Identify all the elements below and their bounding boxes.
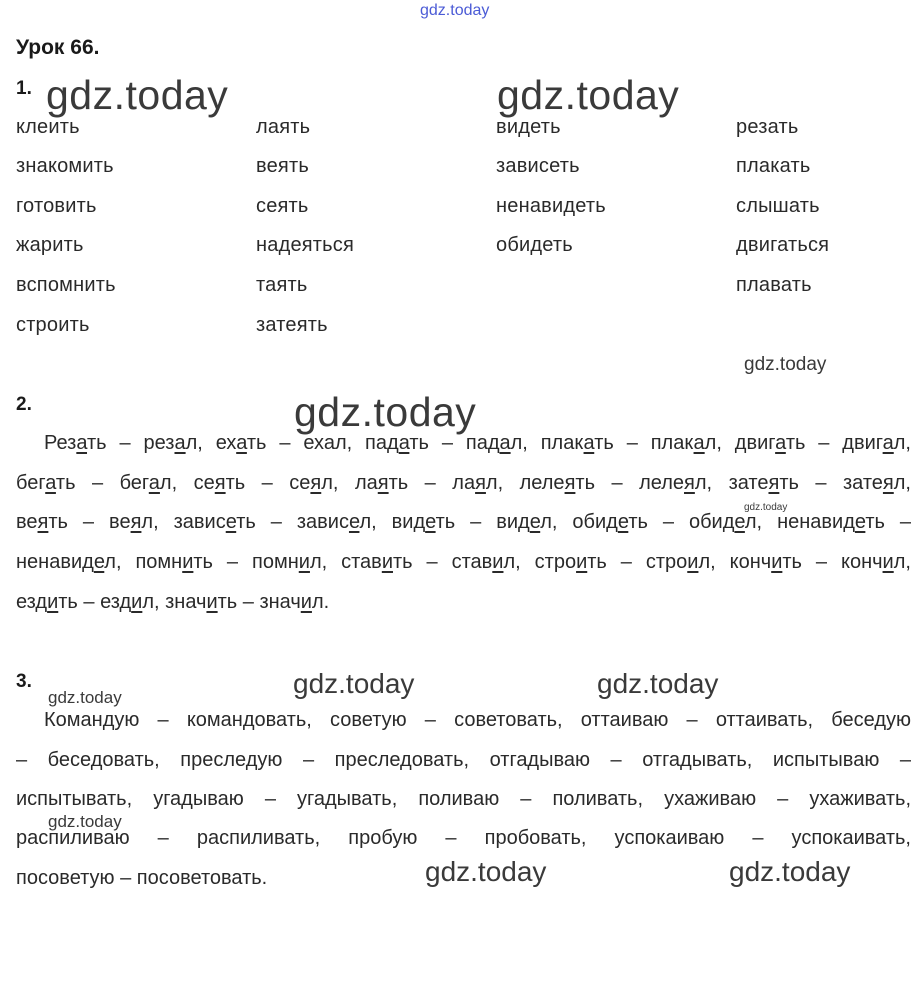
verb-word: зависеть — [496, 155, 580, 177]
underlined-letter: я — [684, 472, 695, 494]
text-segment: ненавид — [16, 551, 94, 573]
text-segment: л, завис — [141, 511, 226, 533]
text-segment: л, зате — [694, 472, 769, 494]
underlined-letter: а — [499, 432, 511, 454]
verb-word: вспомнить — [16, 274, 116, 296]
text-segment: л, — [893, 472, 911, 494]
underlined-letter: я — [564, 472, 576, 494]
exercise-3-line: Командую – командовать, советую – советовать, оттаиваю – оттаивать, беседую — [44, 709, 911, 731]
text-segment: л, ла — [321, 472, 378, 494]
underlined-letter: я — [310, 472, 322, 494]
underlined-letter: а — [174, 432, 186, 454]
text-segment: ть – рез — [87, 432, 175, 454]
text-segment: л, ех — [185, 432, 237, 454]
underlined-letter: я — [37, 511, 49, 533]
text-segment: ть – ве — [48, 511, 131, 533]
exercise-2-line — [16, 472, 911, 495]
exercise-2-line — [16, 591, 329, 614]
underlined-letter: е — [93, 551, 105, 573]
verb-word: веять — [256, 155, 309, 177]
watermark-3: gdz.today — [744, 354, 827, 375]
verb-word: надеяться — [256, 234, 355, 256]
text-segment: ть – помн — [193, 551, 299, 573]
watermark-2: gdz.today — [497, 72, 680, 118]
underlined-letter: а — [76, 432, 88, 454]
text-segment: л, ненавид — [744, 511, 855, 533]
text-segment: л. — [311, 591, 330, 613]
text-segment: л, вид — [359, 511, 426, 533]
underlined-letter: е — [529, 511, 541, 533]
text-segment: ть – пад — [409, 432, 500, 454]
watermark-11: gdz.today — [729, 856, 851, 887]
underlined-letter: я — [475, 472, 486, 494]
text-segment: ть – зате — [779, 472, 883, 494]
underlined-letter: е — [348, 511, 360, 533]
verb-word: сеять — [256, 195, 309, 217]
underlined-letter: и — [131, 591, 143, 613]
verb-word: плакать — [736, 155, 811, 177]
underlined-letter: и — [300, 591, 312, 613]
underlined-letter: и — [882, 551, 894, 573]
text-segment: л, леле — [485, 472, 565, 494]
watermark-8: gdz.today — [48, 688, 122, 707]
underlined-letter: и — [381, 551, 393, 573]
text-segment: езд — [16, 591, 48, 613]
underlined-letter: и — [576, 551, 588, 573]
underlined-letter: е — [854, 511, 866, 533]
exercise-1-number: 1. — [16, 78, 32, 99]
text-segment: ве — [16, 511, 38, 533]
text-segment: ть – — [865, 511, 912, 533]
verb-word: резать — [736, 116, 799, 138]
verb-word: лаять — [256, 116, 311, 138]
text-segment: ть – конч — [782, 551, 883, 573]
underlined-letter: е — [225, 511, 237, 533]
exercise-3-line: распиливаю – распиливать, пробую – пробовать, успокаиваю – успокаивать, — [16, 827, 911, 849]
underlined-letter: и — [771, 551, 783, 573]
verb-word: строить — [16, 314, 90, 336]
verb-word: знакомить — [16, 155, 114, 177]
underlined-letter: а — [882, 432, 894, 454]
underlined-letter: и — [47, 591, 59, 613]
underlined-letter: е — [734, 511, 745, 533]
underlined-letter: е — [425, 511, 436, 533]
verb-word: готовить — [16, 195, 97, 217]
text-segment: л, помн — [104, 551, 183, 573]
lesson-title: Урок 66. — [16, 36, 100, 59]
text-segment: ть – двиг — [785, 432, 883, 454]
exercise-3-line: – беседовать, преследую – преследовать, отгадываю – отгадывать, испытываю – — [16, 749, 911, 771]
text-segment: ть – вид — [435, 511, 530, 533]
verb-word: видеть — [496, 116, 561, 138]
text-segment: ть – знач — [217, 591, 301, 613]
underlined-letter: е — [617, 511, 629, 533]
underlined-letter: и — [182, 551, 194, 573]
exercise-2-line — [16, 511, 911, 534]
underlined-letter: и — [298, 551, 310, 573]
verb-word: жарить — [16, 234, 84, 256]
underlined-letter: я — [768, 472, 780, 494]
watermark-1: gdz.today — [46, 72, 229, 118]
text-segment: л, плак — [510, 432, 584, 454]
text-segment: ть – обид — [628, 511, 735, 533]
underlined-letter: я — [130, 511, 142, 533]
text-segment: ть – ехал, пад — [246, 432, 399, 454]
text-segment: ть – плак — [594, 432, 694, 454]
text-segment: л, обид — [540, 511, 618, 533]
verb-word: плавать — [736, 274, 812, 296]
text-segment: ть – стро — [587, 551, 688, 573]
text-segment: ть – езд — [58, 591, 132, 613]
exercise-2-line — [44, 432, 911, 455]
exercise-2-number: 2. — [16, 394, 32, 415]
text-segment: Рез — [44, 432, 77, 454]
underlined-letter: я — [377, 472, 389, 494]
underlined-letter: и — [687, 551, 699, 573]
text-segment: л, знач — [142, 591, 207, 613]
text-segment: л, — [893, 551, 911, 573]
text-segment: ть – бег — [55, 472, 149, 494]
verb-word: двигаться — [736, 234, 830, 256]
exercise-2-line — [16, 551, 911, 574]
watermark-4: gdz.today — [294, 389, 477, 435]
underlined-letter: а — [148, 472, 160, 494]
underlined-letter: я — [214, 472, 226, 494]
text-segment: ть – завис — [236, 511, 349, 533]
text-segment: ть – ла — [388, 472, 476, 494]
verb-word: клеить — [16, 116, 80, 138]
underlined-letter: а — [583, 432, 595, 454]
watermark-10: gdz.today — [425, 856, 547, 887]
watermark-9: gdz.today — [48, 812, 122, 831]
watermark-7: gdz.today — [597, 668, 719, 699]
underlined-letter: и — [206, 591, 218, 613]
underlined-letter: а — [45, 472, 56, 494]
underlined-letter: я — [882, 472, 894, 494]
underlined-letter: а — [398, 432, 410, 454]
watermark-5: gdz.today — [744, 502, 788, 513]
exercise-3-line: испытывать, угадываю – угадывать, поливаю – поливать, ухаживаю – ухаживать, — [16, 788, 911, 810]
underlined-letter: а — [693, 432, 705, 454]
text-segment: л, — [893, 432, 911, 454]
text-segment: ть – став — [392, 551, 493, 573]
verb-word: затеять — [256, 314, 328, 336]
exercise-3-number: 3. — [16, 671, 32, 692]
text-segment: л, стро — [503, 551, 577, 573]
text-segment: л, се — [159, 472, 215, 494]
text-segment: ть – леле — [575, 472, 685, 494]
verb-word: таять — [256, 274, 308, 296]
verb-word: ненавидеть — [496, 195, 606, 217]
text-segment: л, конч — [698, 551, 772, 573]
text-segment: л, двиг — [704, 432, 776, 454]
verb-word: обидеть — [496, 234, 573, 256]
exercise-3-line: посоветую – посоветовать. — [16, 867, 268, 889]
text-segment: ть – се — [225, 472, 311, 494]
underlined-letter: и — [492, 551, 504, 573]
watermark-top: gdz.today — [420, 2, 490, 19]
underlined-letter: а — [236, 432, 247, 454]
verb-word: слышать — [736, 195, 820, 217]
text-segment: л, став — [309, 551, 382, 573]
underlined-letter: а — [775, 432, 786, 454]
text-segment: бег — [16, 472, 46, 494]
watermark-6: gdz.today — [293, 668, 415, 699]
